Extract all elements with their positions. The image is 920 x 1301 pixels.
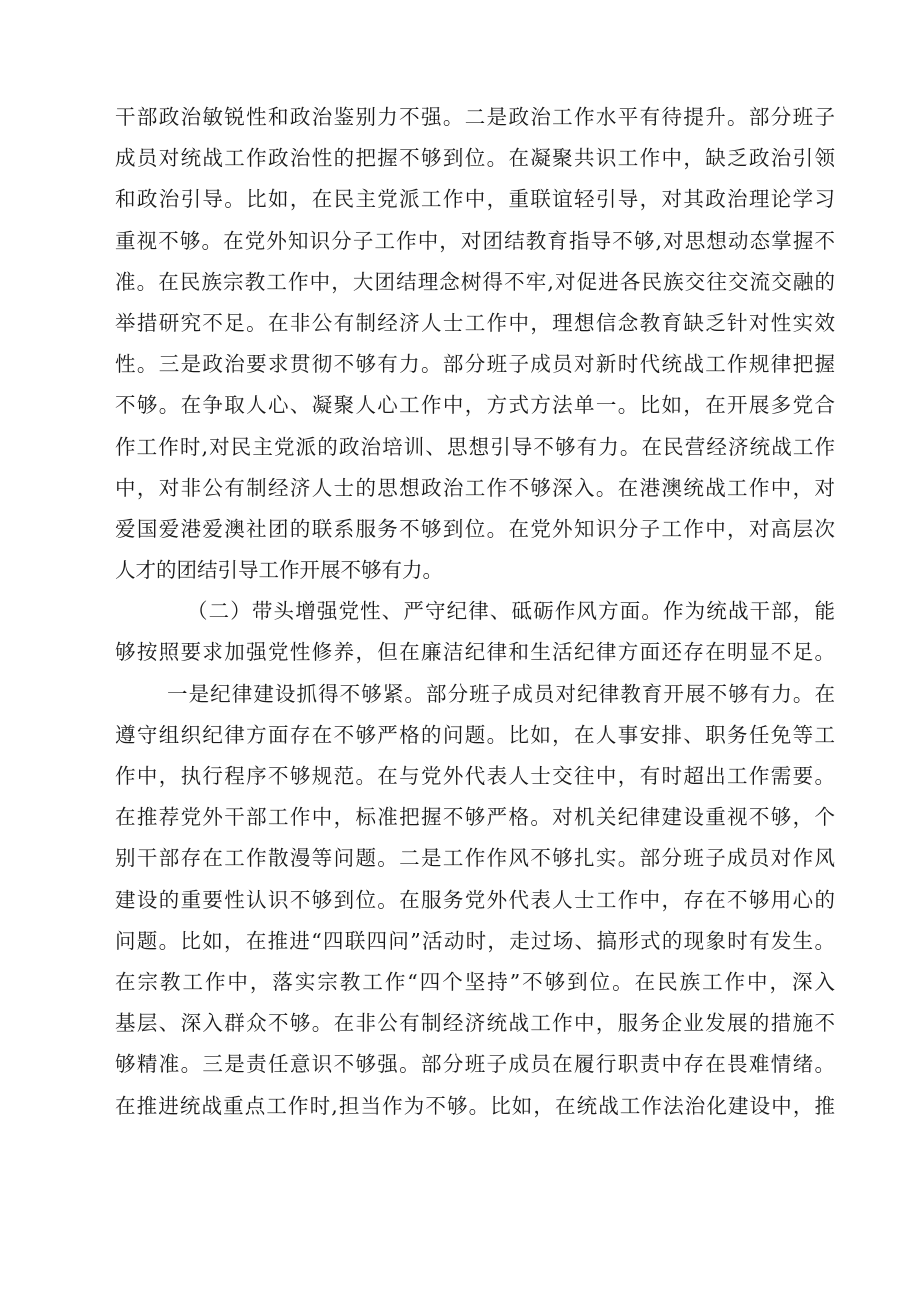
text-line: 别干部存在工作散漫等问题。二是工作作风不够扎实。部分班子成员对作风 [115,846,835,871]
text-line: 在宗教工作中，落实宗教工作“四个坚持”不够到位。在民族工作中，深入 [115,969,835,994]
text-line: 干部政治敏锐性和政治鉴别力不强。二是政治工作水平有待提升。部分班子 [115,105,835,129]
section-heading-line: （二）带头增强党性、严守纪律、砥砺作风方面。作为统战干部，能 [187,599,835,624]
paragraph-section-two [115,591,835,673]
text-line: 在推荐党外干部工作中，标准把握不够严格。对机关纪律建设重视不够，个 [115,805,835,830]
text-line: 问题。比如，在推进“四联四问”活动时，走过场、搞形式的现象时有发生。 [115,928,835,953]
text-line: 遵守组织纪律方面存在不够严格的问题。比如，在人事安排、职务任免等工 [115,722,835,747]
text-line: 够按照要求加强党性修养，但在廉洁纪律和生活纪律方面还存在明显不足。 [115,640,835,665]
text-line: 建设的重要性认识不够到位。在服务党外代表人士工作中，存在不够用心的 [115,887,835,912]
text-line: 重视不够。在党外知识分子工作中，对团结教育指导不够,对思想动态掌握不 [115,228,835,253]
text-line: 人才的团结引导工作开展不够有力。 [115,558,443,583]
text-line: 和政治引导。比如，在民主党派工作中，重联谊轻引导，对其政治理论学习 [115,187,835,212]
text-line: 基层、深入群众不够。在非公有制经济统战工作中，服务企业发展的措施不 [115,1011,835,1036]
text-line: 够精准。三是责任意识不够强。部分班子成员在履行职责中存在畏难情绪。 [115,1052,835,1077]
text-line: 一是纪律建设抓得不够紧。部分班子成员对纪律教育开展不够有力。在 [167,681,835,706]
paragraph-discipline [115,674,835,1127]
text-line: 不够。在争取人心、凝聚人心工作中，方式方法单一。比如，在开展多党合 [115,393,835,418]
text-line: 作工作时,对民主党派的政治培训、思想引导不够有力。在民营经济统战工作 [115,434,835,459]
text-line: 性。三是政治要求贯彻不够有力。部分班子成员对新时代统战工作规律把握 [115,352,835,377]
text-line: 中，对非公有制经济人士的思想政治工作不够深入。在港澳统战工作中，对 [115,475,835,500]
text-line: 准。在民族宗教工作中，大团结理念树得不牢,对促进各民族交往交流交融的 [115,269,835,294]
paragraph-political-work [115,97,835,591]
text-line: 举措研究不足。在非公有制经济人士工作中，理想信念教育缺乏针对性实效 [115,310,835,335]
text-line: 作中，执行程序不够规范。在与党外代表人士交往中，有时超出工作需要。 [115,764,835,788]
text-line: 成员对统战工作政治性的把握不够到位。在凝聚共识工作中，缺乏政治引领 [115,146,835,171]
body-text [115,97,835,1127]
text-line: 在推进统战重点工作时,担当作为不够。比如，在统战工作法治化建设中，推 [115,1093,835,1118]
text-line: 爱国爱港爱澳社团的联系服务不够到位。在党外知识分子工作中，对高层次 [115,516,835,541]
